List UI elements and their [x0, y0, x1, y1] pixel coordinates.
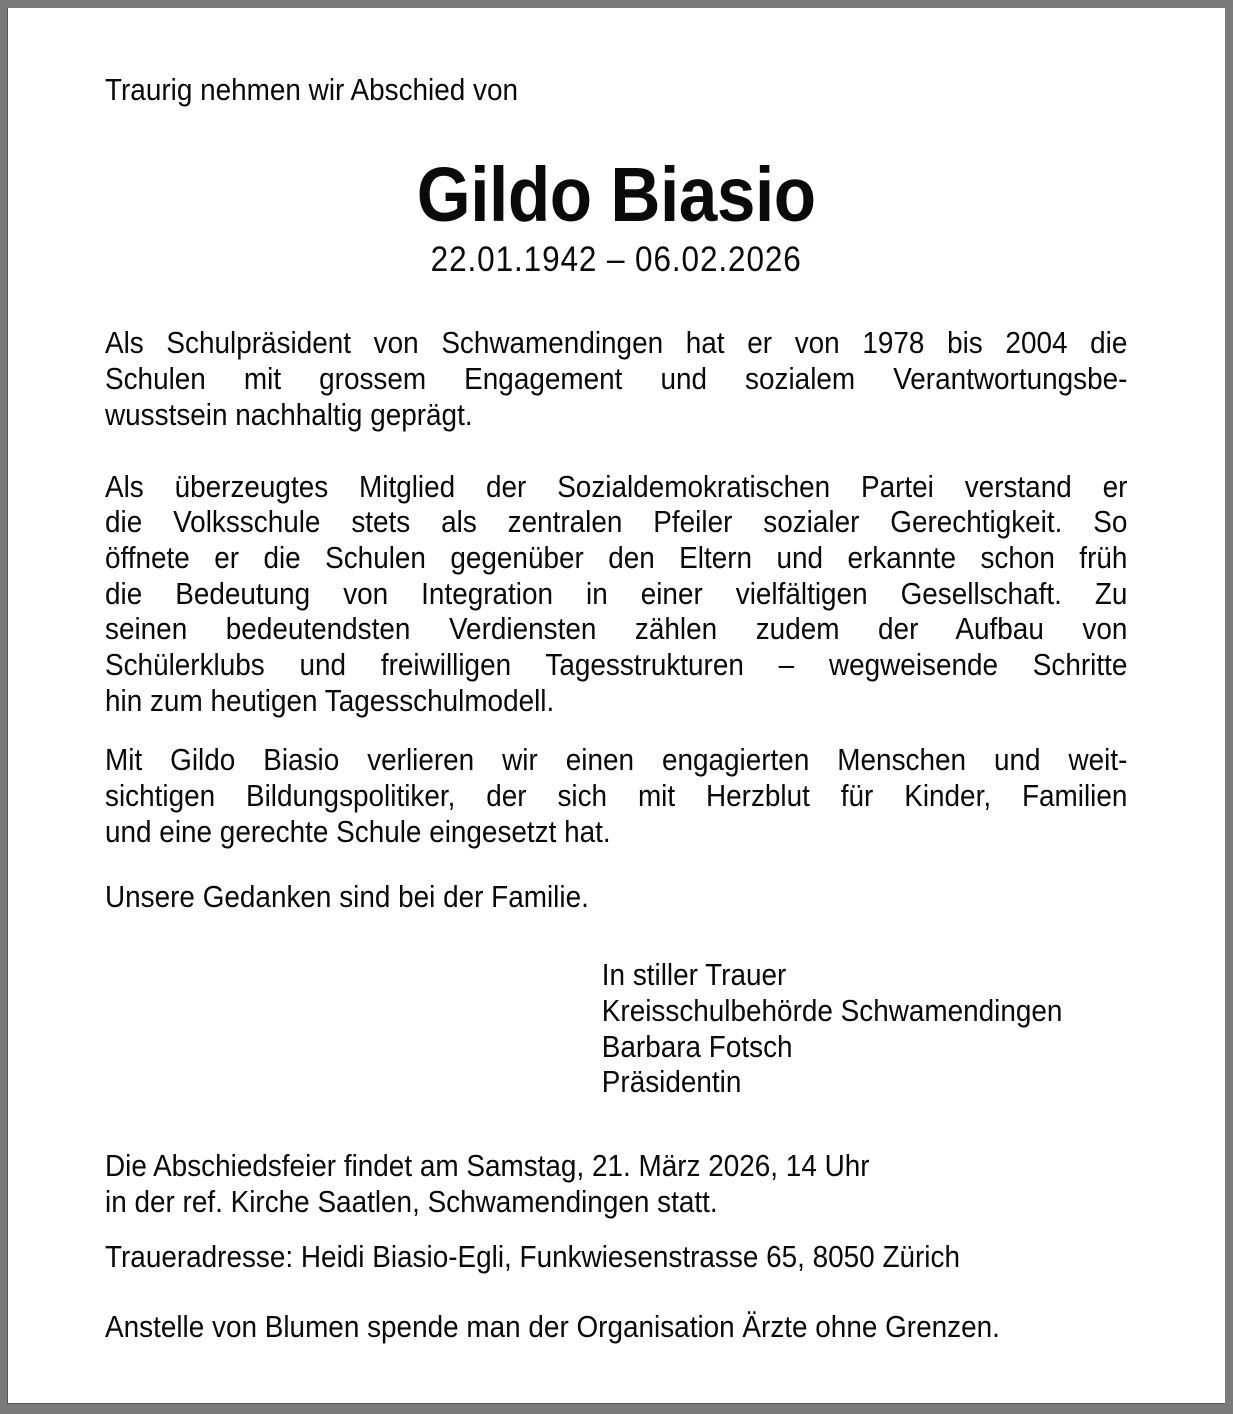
body-line: Mit Gildo Biasio verlieren wir einen engagierten Menschen und weit-	[105, 742, 1128, 778]
body-line: und eine gerechte Schule eingesetzt hat.	[105, 813, 611, 849]
body-line: sichtigen Bildungspolitiker, der sich mit Herzblut für Kinder, Familien	[105, 778, 1128, 814]
body-line: Schülerklubs und freiwilligen Tagesstrukturen – wegweisende Schritte	[105, 647, 1128, 683]
body-line: Als Schulpräsident von Schwamendingen hat er von 1978 bis 2004 die	[105, 325, 1128, 361]
body-line: die Bedeutung von Integration in einer vielfältigen Gesellschaft. Zu	[105, 575, 1128, 611]
service-line: in der ref. Kirche Saatlen, Schwamendingen statt.	[105, 1183, 718, 1219]
paragraph-2	[105, 469, 1127, 719]
paragraph-1	[105, 325, 1127, 432]
signature-line: Präsidentin	[601, 1064, 742, 1100]
signature-line: In stiller Trauer	[601, 957, 787, 993]
notice-content	[105, 8, 1127, 1345]
donation-note	[105, 1309, 1127, 1345]
intro-line: Traurig nehmen wir Abschied von	[105, 72, 519, 107]
deceased-name: Gildo Biasio	[416, 151, 816, 238]
body-line: seinen bedeutendsten Verdiensten zählen zudem der Aufbau von	[105, 611, 1128, 647]
body-line: die Volksschule stets als zentralen Pfeiler sozialer Gerechtigkeit. So	[105, 504, 1128, 540]
body-line: wusstsein nachhaltig geprägt.	[105, 396, 473, 432]
signature-line: Barbara Fotsch	[601, 1028, 793, 1064]
service-info	[105, 1148, 1127, 1219]
paragraph-3	[105, 742, 1127, 849]
donation-line: Anstelle von Blumen spende man der Organisation Ärzte ohne Grenzen.	[105, 1309, 1000, 1345]
mourning-address-line: Traueradresse: Heidi Biasio-Egli, Funkwiesenstrasse 65, 8050 Zürich	[105, 1239, 960, 1275]
body-line: hin zum heutigen Tagesschulmodell.	[105, 682, 555, 718]
life-dates: 22.01.1942 – 06.02.2026	[430, 239, 802, 279]
body-line: Als überzeugtes Mitglied der Sozialdemokratischen Partei verstand er	[105, 468, 1128, 504]
signature-line: Kreisschulbehörde Schwamendingen	[601, 992, 1063, 1028]
body-line: öffnete er die Schulen gegenüber den Eltern und erkannte schon früh	[105, 539, 1128, 575]
body-line: Schulen mit grossem Engagement und sozialem Verantwortungsbe-	[105, 361, 1128, 397]
body-line: Unsere Gedanken sind bei der Familie.	[105, 878, 589, 914]
mourning-address	[105, 1239, 1127, 1275]
condolence-line	[105, 879, 1127, 915]
signature-block	[105, 957, 1127, 1100]
service-line: Die Abschiedsfeier findet am Samstag, 21. März 2026, 14 Uhr	[105, 1148, 870, 1184]
